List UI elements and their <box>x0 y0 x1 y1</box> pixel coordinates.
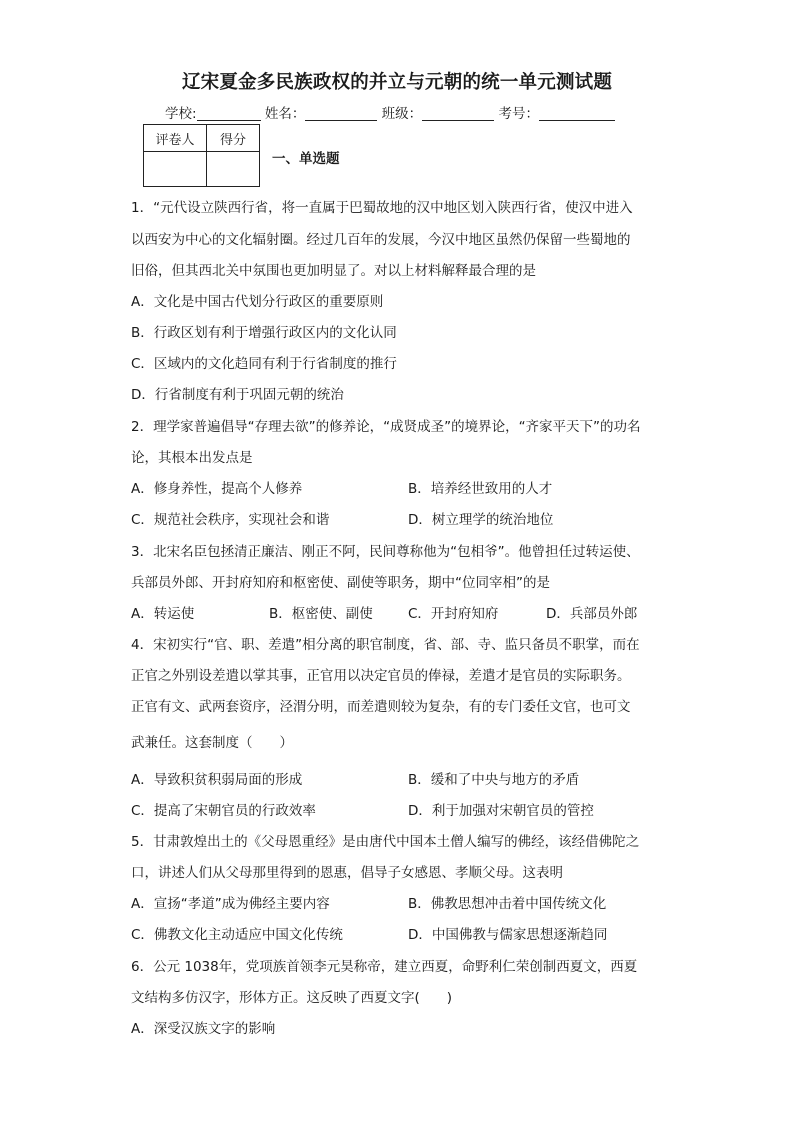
q1-option-b[interactable]: B．行政区划有利于增强行政区内的文化认同 <box>131 325 397 341</box>
class-label: 班级： <box>381 106 423 122</box>
q4-option-a[interactable]: A．导致积贫积弱局面的形成 <box>131 772 303 788</box>
q3-option-c[interactable]: C．开封府知府 <box>408 606 499 622</box>
q2-option-a[interactable]: A．修身养性，提高个人修养 <box>131 481 303 497</box>
q5-option-d[interactable]: D．中国佛教与儒家思想逐渐趋同 <box>408 927 608 943</box>
q1-option-d[interactable]: D．行省制度有利于巩固元朝的统治 <box>131 387 344 403</box>
q6-line-2: 文结构多仿汉字，形体方正。这反映了西夏文字( ) <box>131 990 453 1006</box>
grader-header: 评卷人 <box>144 125 207 152</box>
school-blank[interactable] <box>197 106 261 121</box>
score-header: 得分 <box>207 125 260 152</box>
q1-option-c[interactable]: C．区域内的文化趋同有利于行省制度的推行 <box>131 356 397 372</box>
q6-option-a[interactable]: A．深受汉族文字的影响 <box>131 1021 276 1037</box>
score-cell[interactable] <box>207 152 260 187</box>
q1-line-3: 旧俗，但其西北关中氛围也更加明显了。对以上材料解释最合理的是 <box>131 263 536 279</box>
score-table <box>143 124 260 187</box>
q3-option-d[interactable]: D．兵部员外郎 <box>546 606 638 622</box>
q4-line-1: 4．宋初实行“官、职、差遣”相分离的职官制度，省、部、寺、监只备员不职掌，而在 <box>131 637 640 653</box>
exam-number-label: 考号： <box>498 106 539 122</box>
q4-option-b[interactable]: B．缓和了中央与地方的矛盾 <box>408 772 580 788</box>
q1-option-a[interactable]: A．文化是中国古代划分行政区的重要原则 <box>131 294 384 310</box>
grader-cell[interactable] <box>144 152 207 187</box>
q1-line-1: 1．“元代设立陕西行省，将一直属于巴蜀故地的汉中地区划入陕西行省，使汉中进入 <box>131 200 633 216</box>
section-heading: 一、单选题 <box>272 151 340 167</box>
q2-option-d[interactable]: D．树立理学的统治地位 <box>408 512 554 528</box>
exam-number-blank[interactable] <box>539 106 615 121</box>
q5-line-1: 5．甘肃敦煌出土的《父母恩重经》是由唐代中国本土僧人编写的佛经，该经借佛陀之 <box>131 834 640 850</box>
q4-line-3: 正官有文、武两套资序，泾渭分明，而差遣则较为复杂，有的专门委任文官，也可文 <box>131 699 631 715</box>
q2-option-c[interactable]: C．规范社会秩序，实现社会和谐 <box>131 512 330 528</box>
name-blank[interactable] <box>305 106 377 121</box>
q5-option-a[interactable]: A．宣扬“孝道”成为佛经主要内容 <box>131 896 330 912</box>
q1-line-2: 以西安为中心的文化辐射圈。经过几百年的发展，今汉中地区虽然仍保留一些蜀地的 <box>131 232 631 248</box>
q5-option-b[interactable]: B．佛教思想冲击着中国传统文化 <box>408 896 607 912</box>
q3-line-1: 3．北宋名臣包拯清正廉洁、刚正不阿，民间尊称他为“包相爷”。他曾担任过转运使、 <box>131 544 640 560</box>
q2-line-1: 2．理学家普遍倡导“存理去欲”的修养论，“成贤成圣”的境界论，“齐家平天下”的功名 <box>131 419 641 435</box>
q2-option-b[interactable]: B．培养经世致用的人才 <box>408 481 553 497</box>
school-label: 学校: <box>165 106 197 122</box>
q5-line-2: 口，讲述人们从父母那里得到的恩惠，倡导子女感恩、孝顺父母。这表明 <box>131 865 563 881</box>
q3-option-a[interactable]: A．转运使 <box>131 606 195 622</box>
class-blank[interactable] <box>422 106 494 121</box>
student-info-line <box>165 102 615 122</box>
q4-line-2: 正官之外别设差遣以掌其事，正官用以决定官员的俸禄，差遣才是官员的实际职务。 <box>131 668 631 684</box>
q5-option-c[interactable]: C．佛教文化主动适应中国文化传统 <box>131 927 343 943</box>
exam-title: 辽宋夏金多民族政权的并立与元朝的统一单元测试题 <box>181 72 613 93</box>
q4-line-4: 武兼任。这套制度（ ） <box>131 735 293 751</box>
q3-line-2: 兵部员外郎、开封府知府和枢密使、副使等职务，期中“位同宰相”的是 <box>131 575 550 591</box>
q6-line-1: 6．公元 1038年，党项族首领李元昊称帝，建立西夏，命野利仁荣创制西夏文，西夏 <box>131 959 638 975</box>
q3-option-b[interactable]: B．枢密使、副使 <box>269 606 373 622</box>
q4-option-c[interactable]: C．提高了宋朝官员的行政效率 <box>131 803 316 819</box>
name-label: 姓名： <box>264 106 306 122</box>
q4-option-d[interactable]: D．利于加强对宋朝官员的管控 <box>408 803 594 819</box>
q2-line-2: 论，其根本出发点是 <box>131 450 253 466</box>
